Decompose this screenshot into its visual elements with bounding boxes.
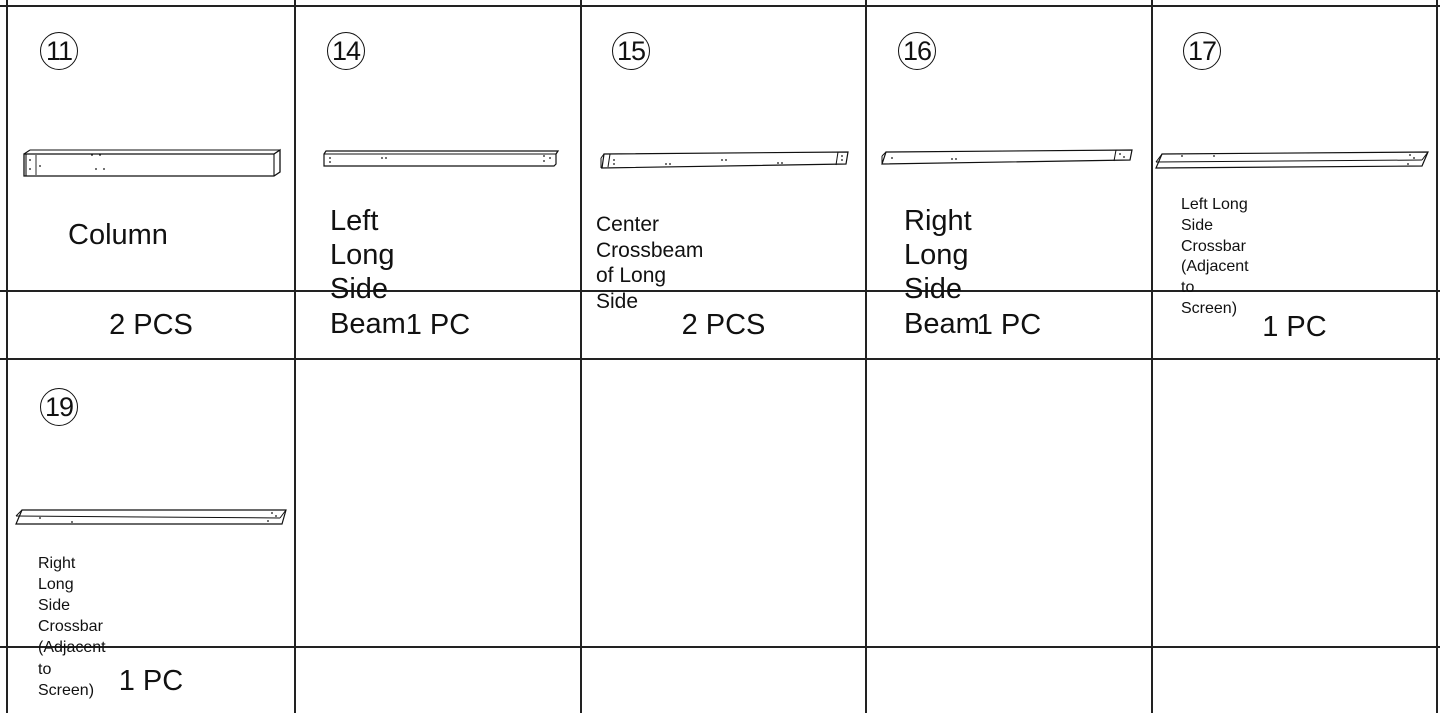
part-name-line: Side Beam <box>904 273 980 340</box>
part-name-15 <box>596 212 703 314</box>
column-divider <box>1151 0 1153 713</box>
part-name-11 <box>68 218 168 252</box>
center-crossbeam-drawing <box>598 150 854 172</box>
table-right-border <box>1436 0 1438 713</box>
part-name-line: Left Long <box>330 205 395 272</box>
row-divider <box>0 358 1440 360</box>
left-long-side-beam-drawing <box>322 150 562 168</box>
quantity-17: 1 PC <box>1262 311 1327 343</box>
part-name-line: of Long Side <box>596 264 667 313</box>
part-name-line: (Adjacent to Screen) <box>1181 258 1249 317</box>
quantity-16: 1 PC <box>976 309 1042 341</box>
column-divider <box>294 0 296 713</box>
quantity-19: 1 PC <box>118 665 184 697</box>
quantity-15: 2 PCS <box>681 309 766 341</box>
part-name-line: Column <box>68 219 168 251</box>
part-name-line: Crossbar <box>1181 237 1246 255</box>
part-number-badge: 19 <box>40 388 78 426</box>
row-divider <box>0 646 1440 648</box>
part-name-line: Crossbar <box>38 618 103 636</box>
part-number-badge: 17 <box>1183 32 1221 70</box>
part-number-badge: 14 <box>327 32 365 70</box>
part-number-badge: 11 <box>40 32 78 70</box>
table-left-border <box>6 0 8 713</box>
part-name-line: Side Beam <box>330 273 406 340</box>
left-long-side-crossbar-drawing <box>1152 150 1432 172</box>
quantity-14: 1 PC <box>405 309 471 341</box>
part-name-line: Center Crossbeam <box>596 213 704 262</box>
table-top-border <box>0 5 1440 7</box>
column-divider <box>580 0 582 713</box>
part-name-17 <box>1181 195 1249 320</box>
column-divider <box>865 0 867 713</box>
quantity-11: 2 PCS <box>109 309 193 341</box>
part-number-badge: 15 <box>612 32 650 70</box>
part-name-line: Left Long Side <box>1181 196 1248 234</box>
right-long-side-beam-drawing <box>880 148 1136 170</box>
part-name-line: Right Long Side <box>38 555 76 615</box>
part-name-line: (Adjacent to Screen) <box>38 639 106 699</box>
part-number-badge: 16 <box>898 32 936 70</box>
column-part-drawing <box>22 148 284 178</box>
right-long-side-crossbar-drawing <box>14 506 290 528</box>
part-name-line: Right Long <box>904 205 972 272</box>
